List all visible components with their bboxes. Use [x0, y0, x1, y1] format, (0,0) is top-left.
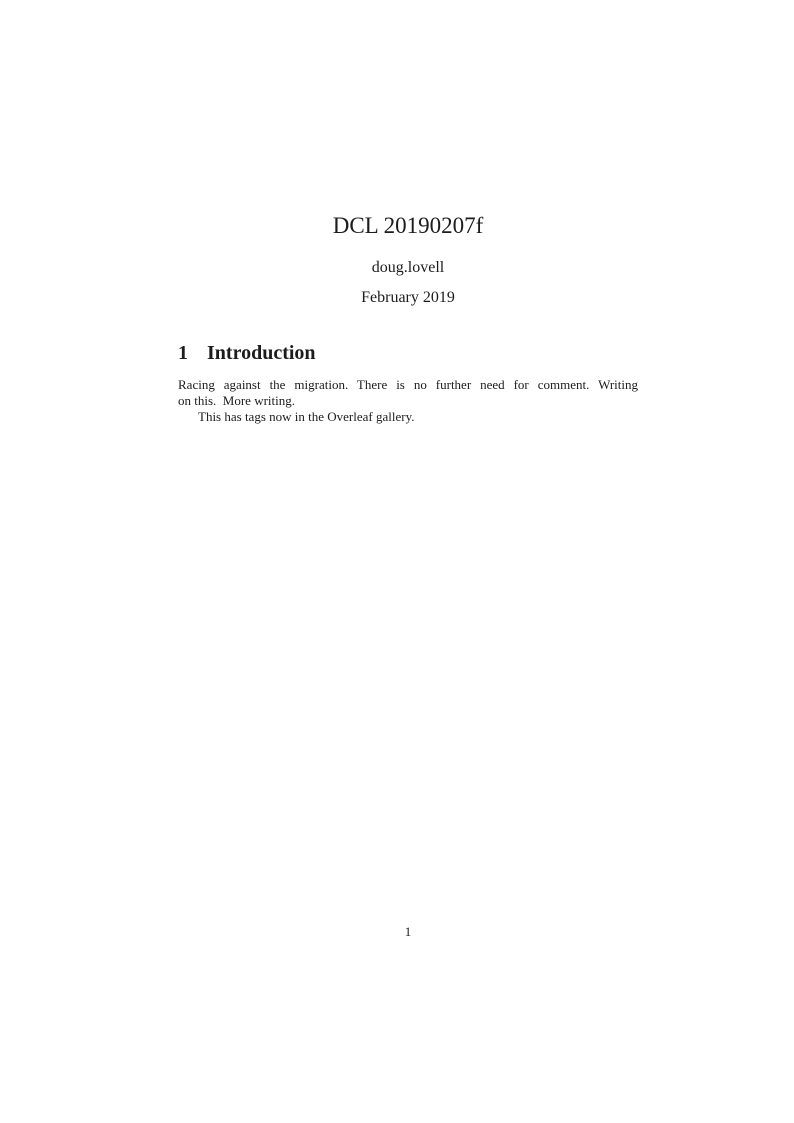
paragraph-1 — [178, 377, 638, 409]
section-title: Introduction — [207, 342, 316, 364]
document-title: DCL 20190207f — [332, 213, 484, 238]
paragraph-1-line-1: Racing against the migration. There is no further need for comment. Writing — [178, 377, 638, 392]
document-author: doug.lovell — [371, 259, 445, 276]
document-date: February 2019 — [361, 289, 455, 306]
section-heading — [178, 341, 638, 365]
paragraph-1-line-2: on this. More writing. — [178, 393, 295, 408]
section-number: 1 — [178, 342, 188, 364]
paragraph-2: This has tags now in the Overleaf gallery. — [198, 409, 415, 424]
page-number: 1 — [404, 924, 412, 939]
